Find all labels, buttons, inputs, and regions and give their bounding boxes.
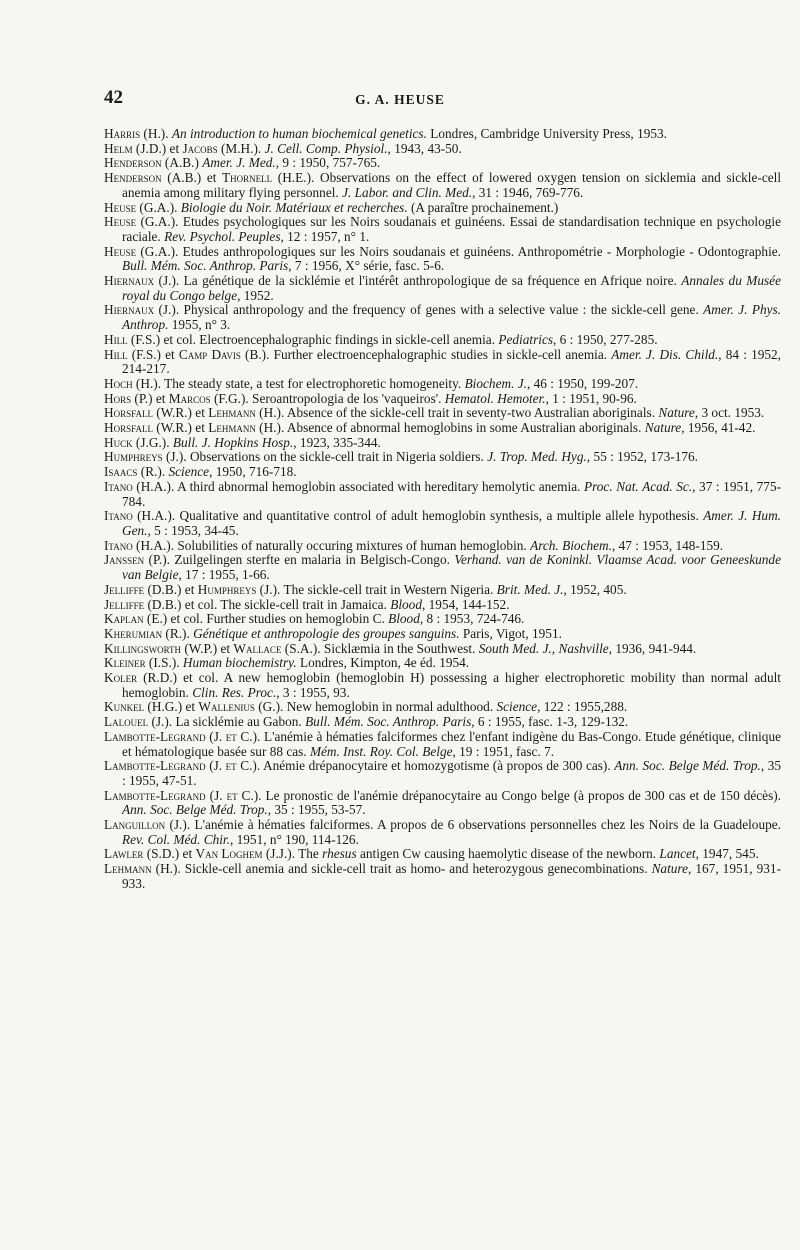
reference-title: Science (168, 464, 210, 480)
reference-title: Amer. J. Med. (202, 155, 276, 171)
reference-title: Hematol. Hemoter. (444, 390, 546, 406)
reference-title: Verhand. van de Koninkl. Vlaamse Acad. voor Geneeskunde van Belgie (122, 552, 781, 583)
reference-text: Anémie drépanocytaire et homozygotisme (à propos de 300 cas). (260, 758, 615, 774)
reference-author: Killingsworth (W.P.) (104, 640, 218, 656)
reference-text: The steady state, a test for electrophoretic homogeneity. (161, 375, 465, 391)
reference-title: Bull. Mém. Soc. Anthrop. Paris (122, 258, 289, 274)
reference-author: Jacobs (M.H.). (182, 140, 262, 156)
reference-entry (104, 553, 781, 582)
reference-author: Jelliffe (D.B.) (104, 581, 182, 597)
reference-author: Lawler (S.D.) (104, 846, 180, 862)
reference-text: et (217, 640, 234, 656)
reference-title: Nature (644, 420, 682, 436)
reference-entry (104, 642, 781, 657)
reference-text: Observations on the effect of lowered oxygen tension on sicklemia and sickle-cell anemia among military flying personnel. (122, 170, 782, 200)
reference-text: The sickle-cell trait in Western Nigeria. (280, 581, 497, 597)
reference-entry (104, 700, 781, 715)
reference-author: Humphreys (J.). (197, 581, 281, 597)
reference-text: et (201, 170, 223, 186)
reference-text: , 1 : 1951, 90-96. (545, 390, 637, 406)
reference-text: The (295, 846, 323, 862)
reference-title: Génétique et anthropologie des groupes sanguins. (193, 625, 460, 641)
reference-text: et col. Further studies on hemoglobin C. (167, 611, 389, 627)
reference-text: , 1954, 144-152. (421, 596, 510, 612)
reference-author: Hiernaux (J.). (104, 273, 180, 289)
reference-entry (104, 348, 781, 377)
reference-author: Heuse (G.A.). (104, 199, 178, 215)
reference-title: Proc. Nat. Acad. Sc. (583, 478, 693, 494)
reference-entry (104, 377, 781, 392)
reference-author: Henderson (A.B.) (104, 170, 202, 186)
reference-title: J. Trop. Med. Hyg. (487, 449, 587, 465)
reference-author: Thornell (H.E.). (222, 170, 315, 186)
reference-title: Annales du Musée royal du Congo belge (122, 273, 781, 303)
reference-author: Camp Davis (B.). (178, 346, 270, 362)
reference-text: , 37 : 1951, 775-784. (122, 478, 782, 509)
reference-title: Brit. Med. J. (496, 581, 564, 597)
reference-text: La sicklémie au Gabon. (172, 714, 306, 730)
reference-author: Lalouel (J.). (104, 714, 173, 730)
reference-text: Sickle-cell anemia and sickle-cell trait as homo- and heterozygous genecombinations. (180, 861, 652, 877)
reference-text: L'anémie à hématies falciformes. A propos de 6 observations personnelles chez les Noirs de la Guadeloupe. (190, 817, 781, 833)
reference-text: Absence of abnormal hemoglobins in some Australian aboriginals. (284, 420, 645, 436)
reference-entry (104, 215, 781, 244)
reference-author: Hors (P.) (104, 390, 153, 406)
reference-text: et (191, 420, 209, 436)
reference-text: Qualitative and quantitative control of adult hemoglobin synthesis, a multiple allele hypothesis. (175, 508, 704, 524)
reference-text: , 46 : 1950, 199-207. (526, 375, 639, 391)
reference-author: Harris (H.). (104, 126, 169, 141)
reference-entry (104, 406, 781, 421)
reference-author: Wallenius (G.). (198, 699, 284, 715)
reference-text: (A paraître prochainement.) (407, 199, 559, 215)
reference-entry (104, 480, 781, 509)
reference-author: Itano (H.A.). (104, 508, 176, 524)
reference-text: Zuilgelingen sterfte en malaria in Belgisch-Congo. (169, 552, 455, 568)
reference-text: et col. A new hemoglobin (hemoglobin H) possessing a higher electrophoretic mobility than normal adult hemoglobin. (122, 670, 781, 700)
reference-text: , 12 : 1957, n° 1. (280, 228, 370, 244)
reference-entry (104, 333, 781, 348)
reference-title: Science (496, 699, 538, 715)
reference-title: Blood (390, 596, 422, 612)
reference-list (104, 127, 781, 892)
reference-title: Biologie du Noir. Matériaux et recherches. (180, 199, 408, 215)
reference-text: , 84 : 1952, 214-217. (122, 346, 781, 377)
reference-text: , 3 : 1955, 93. (276, 684, 350, 700)
reference-text: , 17 : 1955, 1-66. (178, 567, 270, 583)
reference-text: L'anémie à hématies falciformes chez l'enfant indigène du Bas-Congo. Etude génétique, clinique et hématologique basée sur 88 cas. (122, 728, 781, 759)
reference-text: , 1952. (237, 287, 274, 303)
reference-entry (104, 303, 781, 332)
reference-author: Horsfall (W.R.) (104, 420, 192, 436)
reference-entry (104, 465, 781, 480)
reference-entry (104, 862, 781, 891)
reference-entry (104, 245, 781, 274)
reference-text: , 6 : 1950, 277-285. (553, 331, 658, 347)
reference-text: , 6 : 1955, fasc. 1-3, 129-132. (471, 714, 629, 730)
reference-text: et (182, 699, 199, 715)
reference-title: Pediatrics (498, 331, 554, 347)
reference-title: Nature (651, 861, 689, 877)
reference-entry (104, 127, 781, 142)
reference-entry (104, 715, 781, 730)
reference-text: , 55 : 1952, 173-176. (586, 449, 698, 465)
reference-author: Koler (R.D.) (104, 670, 178, 686)
reference-author: Kleiner (I.S.). (104, 655, 180, 671)
reference-text: , 35 : 1955, 53-57. (267, 802, 366, 818)
reference-title: Amer. J. Dis. Child. (611, 346, 719, 362)
reference-text: et (179, 846, 196, 862)
reference-author: Isaacs (R.). (104, 464, 166, 480)
reference-author: Humphreys (J.). (104, 449, 187, 465)
reference-author: Languillon (J.). (104, 817, 191, 833)
reference-text: , 1947, 545. (695, 846, 759, 862)
reference-text: , 9 : 1950, 757-765. (275, 155, 381, 171)
reference-text: , 1952, 405. (563, 581, 627, 597)
reference-text: , 1956, 41-42. (681, 420, 756, 436)
reference-author: Hiernaux (J.). (104, 302, 180, 318)
reference-entry (104, 847, 781, 862)
reference-text: Paris, Vigot, 1951. (459, 625, 562, 641)
reference-author: Hoch (H.). (104, 375, 162, 391)
reference-text: Londres, Kimpton, 4e éd. 1954. (296, 655, 470, 671)
reference-text: , 7 : 1956, X° série, fasc. 5-6. (288, 258, 445, 274)
reference-text: et (160, 346, 179, 362)
reference-title: South Med. J., Nashville (478, 640, 609, 656)
reference-title: Rev. Psychol. Peuples (164, 228, 281, 244)
reference-entry (104, 598, 781, 613)
reference-author: Helm (J.D.) (104, 140, 167, 156)
reference-entry (104, 274, 781, 303)
reference-text: et (166, 140, 183, 156)
reference-title: Bull. Mém. Soc. Anthrop. Paris (305, 714, 472, 730)
reference-title: J. Cell. Comp. Physiol. (264, 140, 388, 156)
reference-author: Henderson (A.B.) (104, 155, 199, 171)
reference-text: Londres, Cambridge University Press, 1953. (426, 126, 667, 141)
reference-text: , 167, 1951, 931-933. (122, 861, 781, 891)
reference-text: New hemoglobin in normal adulthood. (283, 699, 497, 715)
reference-entry (104, 730, 781, 759)
reference-text: Further electroencephalographic studies in sickle-cell anemia. (269, 346, 612, 362)
reference-author: Huck (J.G.). (104, 434, 170, 450)
page-number: 42 (104, 87, 123, 108)
reference-text: antigen Cw causing haemolytic disease of the newborn. (356, 846, 660, 862)
reference-title: Nature (658, 405, 695, 421)
reference-title: Lancet (659, 846, 696, 862)
reference-text: 1955, n° 3. (168, 317, 231, 333)
reference-title: Human biochemistry. (182, 655, 297, 671)
reference-text: Absence of the sickle-cell trait in seventy-two Australian aboriginals. (284, 405, 659, 421)
reference-entry (104, 671, 781, 700)
reference-author: Van Loghem (J.J.). (195, 846, 296, 862)
reference-text: , 1936, 941-944. (608, 640, 697, 656)
reference-text: Physical anthropology and the frequency of genes with a selective value : the sickle-cell gene. (179, 302, 704, 318)
reference-entry (104, 509, 781, 538)
reference-title: Ann. Soc. Belge Méd. Trop. (614, 758, 761, 774)
reference-title: Rev. Col. Méd. Chir. (122, 831, 230, 847)
reference-text: , 5 : 1953, 34-45. (147, 522, 239, 538)
reference-author: Kherumian (R.). (104, 625, 190, 641)
reference-text: Seroantropologia de los 'vaqueiros'. (248, 390, 445, 406)
reference-entry (104, 818, 781, 847)
reference-text: , 19 : 1951, fasc. 7. (452, 743, 555, 759)
reference-text: , 3 oct. 1953. (694, 405, 765, 421)
reference-text: , 1951, n° 190, 114-126. (229, 831, 359, 847)
reference-text: Etudes anthropologiques sur les Noirs soudanais et guinéens. Anthropométrie - Morphologie - Odontographie. (178, 243, 782, 259)
reference-author: Hill (F.S.) (104, 331, 161, 347)
reference-title: Biochem. J. (464, 375, 527, 391)
reference-text: , 31 : 1946, 769-776. (472, 184, 584, 200)
reference-author: Jelliffe (D.B.) (104, 596, 182, 612)
reference-text: , 1943, 43-50. (387, 140, 462, 156)
reference-entry (104, 436, 781, 451)
reference-entry (104, 789, 781, 818)
reference-entry (104, 392, 781, 407)
reference-entry (104, 759, 781, 788)
reference-text: et (191, 405, 209, 421)
reference-entry (104, 421, 781, 436)
reference-text: Solubilities of naturally occuring mixtures of human hemoglobin. (174, 537, 531, 553)
reference-entry (104, 450, 781, 465)
reference-text: , 47 : 1953, 148-159. (611, 537, 724, 553)
reference-text: , 35 : 1955, 47-51. (122, 758, 782, 788)
reference-text: La génétique de la sicklémie et l'intérêt anthropologique de sa fréquence en Afrique noire. (179, 273, 682, 289)
reference-author: Lambotte-Legrand (J. et C.). (104, 758, 261, 774)
reference-entry (104, 156, 781, 171)
reference-title: rhesus (322, 846, 357, 862)
reference-author: Kunkel (H.G.) (104, 699, 183, 715)
reference-text: Le pronostic de l'anémie drépanocytaire au Congo belge (à propos de 300 cas et de 150 décès). (261, 787, 781, 803)
reference-entry (104, 201, 781, 216)
reference-author: Itano (H.A.). (104, 537, 175, 553)
reference-title: Arch. Biochem. (530, 537, 612, 553)
reference-author: Janssen (P.). (104, 552, 170, 568)
reference-author: Lehmann (H.). (104, 861, 181, 877)
reference-entry (104, 627, 781, 642)
reference-entry (104, 142, 781, 157)
reference-text: , 1923, 335-344. (293, 434, 381, 450)
reference-title: Amer. J. Phys. Anthrop. (122, 302, 781, 333)
reference-author: Lehmann (H.). (208, 420, 285, 436)
reference-text: A third abnormal hemoglobin associated with hereditary hemolytic anemia. (174, 478, 584, 494)
reference-author: Kaplan (E.) (104, 611, 168, 627)
reference-text: , 8 : 1953, 724-746. (419, 611, 525, 627)
reference-text: et (181, 581, 198, 597)
reference-text: Etudes psychologiques sur les Noirs soudanais et guinéens. Essai de standardisation technique en psychologie raciale. (122, 214, 781, 244)
reference-author: Wallace (S.A.). (233, 640, 321, 656)
reference-title: Bull. J. Hopkins Hosp. (172, 434, 294, 450)
reference-title: Clin. Res. Proc. (192, 684, 277, 700)
reference-entry (104, 539, 781, 554)
reference-author: Lehmann (H.). (208, 405, 285, 421)
running-head: G. A. HEUSE (355, 92, 445, 107)
reference-title: Amer. J. Hum. Gen. (122, 508, 781, 538)
reference-author: Marcos (F.G.). (168, 390, 249, 406)
reference-text: , 1950, 716-718. (209, 464, 297, 480)
reference-entry (104, 612, 781, 627)
reference-text: et col. The sickle-cell trait in Jamaica. (181, 596, 391, 612)
reference-title: Ann. Soc. Belge Méd. Trop. (122, 802, 268, 818)
reference-text: , 122 : 1955,288. (537, 699, 628, 715)
reference-entry (104, 656, 781, 671)
reference-entry (104, 583, 781, 598)
reference-entry (104, 171, 781, 200)
reference-text: et col. Electroencephalographic findings in sickle-cell anemia. (160, 331, 499, 347)
reference-author: Hill (F.S.) (104, 346, 161, 362)
reference-text: et (152, 390, 169, 406)
reference-author: Itano (H.A.). (104, 478, 175, 494)
reference-author: Lambotte-Legrand (J. et C.). (104, 787, 262, 803)
reference-title: Blood (388, 611, 420, 627)
reference-text: Observations on the sickle-cell trait in Nigeria soldiers. (186, 449, 488, 465)
reference-author: Heuse (G.A.). (104, 243, 179, 259)
reference-title: An introduction to human biochemical genetics. (171, 126, 427, 141)
reference-author: Horsfall (W.R.) (104, 405, 192, 421)
reference-text: Sicklæmia in the Southwest. (320, 640, 479, 656)
reference-title: Mém. Inst. Roy. Col. Belge (309, 743, 453, 759)
reference-title: J. Labor. and Clin. Med. (342, 184, 473, 200)
reference-author: Lambotte-Legrand (J. et C.). (104, 728, 261, 744)
reference-author: Heuse (G.A.). (104, 214, 179, 230)
